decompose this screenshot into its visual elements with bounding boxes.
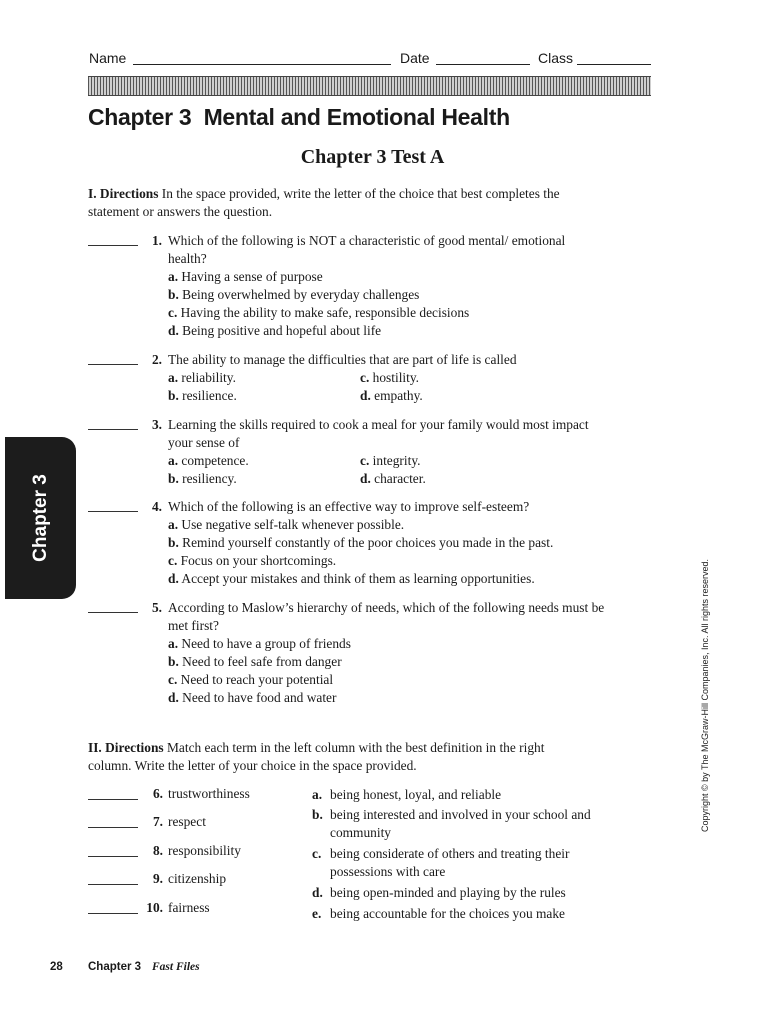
part1-directions xyxy=(88,185,608,221)
option-letter: a. xyxy=(168,517,179,532)
definition-letter: b. xyxy=(312,807,323,822)
date-label: Date xyxy=(400,50,430,66)
question-number: 1. xyxy=(151,233,162,248)
header-line xyxy=(89,50,651,70)
answer-blank-1[interactable] xyxy=(88,245,138,246)
question-1 xyxy=(88,232,648,342)
term-number: 7. xyxy=(152,814,163,829)
option-text: Need to have food and water xyxy=(182,690,337,705)
definition-c xyxy=(312,845,632,881)
question-stem: Which of the following is an effective way to improve self-esteem? xyxy=(168,499,530,514)
definition-letter: c. xyxy=(312,846,322,861)
definition-text: being considerate of others and treating their possessions with care xyxy=(330,846,570,879)
option-letter: c. xyxy=(168,553,178,568)
option xyxy=(168,304,469,322)
option-text: Use negative self-talk whenever possible. xyxy=(181,517,405,532)
term-number: 10. xyxy=(146,900,163,915)
option-letter: d. xyxy=(168,323,179,338)
page-number: 28 xyxy=(50,961,63,973)
option xyxy=(360,470,426,488)
answer-blank-9[interactable] xyxy=(88,884,138,885)
option-letter: b. xyxy=(168,287,179,302)
part1-directions-label: I. Directions xyxy=(88,186,159,201)
question-number: 4. xyxy=(151,499,162,514)
option-letter: b. xyxy=(168,535,179,550)
definition-letter: e. xyxy=(312,906,322,921)
option-text: Accept your mistakes and think of them as learning opportunities. xyxy=(181,571,535,586)
option-text: character. xyxy=(374,471,426,486)
footer xyxy=(50,961,200,973)
option-letter: a. xyxy=(168,269,179,284)
option-text: Remind yourself constantly of the poor choices you made in the past. xyxy=(182,535,554,550)
option-text: empathy. xyxy=(374,388,423,403)
question-5 xyxy=(88,599,648,707)
answer-blank-8[interactable] xyxy=(88,856,138,857)
option xyxy=(168,552,336,570)
option xyxy=(168,268,323,286)
option-text: resiliency. xyxy=(182,471,237,486)
term-number: 6. xyxy=(152,786,163,801)
answer-blank-7[interactable] xyxy=(88,827,138,828)
option xyxy=(360,369,419,387)
side-tab-label: Chapter 3 xyxy=(29,474,51,562)
option xyxy=(168,286,419,304)
option-text: Focus on your shortcomings. xyxy=(180,553,337,568)
option xyxy=(168,635,351,653)
definition-b xyxy=(312,806,632,842)
definition-text: being interested and involved in your school and community xyxy=(330,807,591,840)
definition-letter: d. xyxy=(312,885,323,900)
name-blank xyxy=(133,64,391,65)
option xyxy=(168,470,237,488)
option xyxy=(168,322,381,340)
option-text: Being overwhelmed by everyday challenges xyxy=(182,287,420,302)
answer-blank-5[interactable] xyxy=(88,612,138,613)
option xyxy=(168,387,237,405)
question-stem: According to Maslow’s hierarchy of needs, which of the following needs must be met first? xyxy=(168,600,605,633)
term-text: citizenship xyxy=(168,871,227,886)
option-text: Being positive and hopeful about life xyxy=(182,323,382,338)
option-text: integrity. xyxy=(372,453,421,468)
term-text: fairness xyxy=(168,900,210,915)
chapter-heading: Chapter 3 Mental and Emotional Health xyxy=(88,104,510,130)
option-letter: a. xyxy=(168,636,179,651)
option-letter: b. xyxy=(168,388,179,403)
term-number: 8. xyxy=(152,843,163,858)
option-text: Need to feel safe from danger xyxy=(182,654,342,669)
option xyxy=(168,689,336,707)
question-stem: Learning the skills required to cook a meal for your family would most impact your sense of xyxy=(168,417,589,450)
term-text: responsibility xyxy=(168,843,241,858)
option xyxy=(168,534,553,552)
option xyxy=(168,369,236,387)
test-title: Chapter 3 Test A xyxy=(300,146,445,168)
option xyxy=(360,452,421,470)
option-letter: a. xyxy=(168,453,179,468)
option xyxy=(168,516,404,534)
option xyxy=(168,452,249,470)
footer-book: Fast Files xyxy=(152,961,200,973)
answer-blank-4[interactable] xyxy=(88,511,138,512)
header-band xyxy=(88,76,651,96)
option-letter: b. xyxy=(168,654,179,669)
footer-chapter: Chapter 3 xyxy=(88,961,142,973)
answer-blank-10[interactable] xyxy=(88,913,138,914)
question-stem: The ability to manage the difficulties that are part of life is called xyxy=(168,352,517,367)
option xyxy=(168,671,333,689)
definition-e xyxy=(312,905,632,923)
option-letter: c. xyxy=(168,672,178,687)
date-blank xyxy=(436,64,530,65)
class-blank xyxy=(577,64,651,65)
question-number: 3. xyxy=(151,417,162,432)
part2-directions-text: Match each term in the left column with the best definition in the right column. Write the letter of your choice in the space provided. xyxy=(88,740,545,773)
option-text: Need to have a group of friends xyxy=(181,636,351,651)
definition-text: being honest, loyal, and reliable xyxy=(330,787,502,802)
option-letter: d. xyxy=(168,571,179,586)
definition-text: being open-minded and playing by the rules xyxy=(330,885,566,900)
question-4 xyxy=(88,498,648,588)
chapter-side-tab xyxy=(5,437,76,599)
question-number: 5. xyxy=(151,600,162,615)
answer-blank-6[interactable] xyxy=(88,799,138,800)
option-text: resilience. xyxy=(182,388,237,403)
option-letter: d. xyxy=(168,690,179,705)
question-2 xyxy=(88,351,648,405)
part2-directions-label: II. Directions xyxy=(88,740,164,755)
answer-blank-3[interactable] xyxy=(88,429,138,430)
option-text: competence. xyxy=(181,453,249,468)
definition-d xyxy=(312,884,632,902)
option-text: Having the ability to make safe, responsible decisions xyxy=(180,305,470,320)
definition-a xyxy=(312,786,632,804)
question-number: 2. xyxy=(151,352,162,367)
part1-directions-text: In the space provided, write the letter of the choice that best completes the statement or answers the question. xyxy=(88,186,560,219)
option-letter: b. xyxy=(168,471,179,486)
option-letter: c. xyxy=(360,453,370,468)
option-letter: d. xyxy=(360,388,371,403)
question-3 xyxy=(88,416,648,488)
answer-blank-2[interactable] xyxy=(88,364,138,365)
option-letter: d. xyxy=(360,471,371,486)
option xyxy=(168,570,535,588)
option-letter: c. xyxy=(168,305,178,320)
term-text: respect xyxy=(168,814,206,829)
name-label: Name xyxy=(89,50,127,66)
question-stem: Which of the following is NOT a characteristic of good mental/ emotional health? xyxy=(168,233,566,266)
option xyxy=(360,387,423,405)
definition-letter: a. xyxy=(312,787,323,802)
option-text: Having a sense of purpose xyxy=(181,269,323,284)
copyright-notice: Copyright © by The McGraw-Hill Companies, Inc. All rights reserved. xyxy=(700,558,710,832)
class-label: Class xyxy=(538,50,574,66)
option-text: reliability. xyxy=(181,370,236,385)
part2-directions xyxy=(88,739,578,775)
definition-text: being accountable for the choices you make xyxy=(330,906,565,921)
option xyxy=(168,653,342,671)
option-text: hostility. xyxy=(372,370,420,385)
term-number: 9. xyxy=(152,871,163,886)
term-text: trustworthiness xyxy=(168,786,250,801)
option-text: Need to reach your potential xyxy=(180,672,334,687)
option-letter: a. xyxy=(168,370,179,385)
option-letter: c. xyxy=(360,370,370,385)
